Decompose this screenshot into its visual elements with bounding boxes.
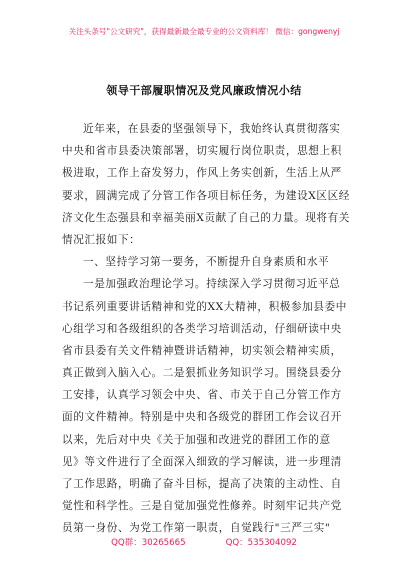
page-title: 领导干部履职情况及党风廉政情况小结	[106, 84, 302, 97]
document-body	[62, 118, 350, 540]
paragraph-line: 心组学习和各级组织的各类学习培训活动，仔细研读中央	[62, 322, 342, 335]
footer-qq-group: QQ群：30265665	[111, 538, 186, 548]
paragraph-line: 情况汇报如下：	[62, 233, 141, 246]
paragraph-line: 一是加强政治理论学习。持续深入学习贯彻习近平总	[83, 278, 341, 291]
paragraph-line: 要求，圆满完成了分管工作各项目标任务，为建设X区区经	[62, 189, 350, 202]
paragraph-line: 以来，先后对中央《关于加强和改进党的群团工作的意	[62, 433, 331, 446]
paragraph-line: 近年来，在县委的坚强领导下，我始终认真贯彻落实	[83, 123, 341, 135]
paragraph-line: 省市县委有关文件精神暨讲话精神，切实领会精神实质，	[62, 344, 342, 357]
paragraph-line: 面的文件精神。特别是中央和各级党的群团工作会议召开	[62, 411, 342, 424]
paragraph-line: 中央和省市县委决策部署，切实履行岗位职责，思想上积	[62, 145, 342, 158]
footer-contact	[0, 536, 408, 548]
paragraph-line: 书记系列重要讲话精神和党的XX大精神，积极参加县委中	[62, 300, 347, 313]
section-heading: 一、坚持学习第一要务，不断提升自身素质和水平	[83, 256, 330, 269]
paragraph-line: 真正做到入脑入心。二是狠抓业务知识学习。围绕县委分	[62, 367, 342, 380]
paragraph-line: 见》等文件进行了全面深入细致的学习解读，进一步理清	[62, 455, 342, 468]
paragraph-line: 觉性和科学性。三是自觉加强党性修养。时刻牢记共产党	[62, 500, 342, 513]
paragraph-line: 济文化生态强县和幸福美丽X贡献了自己的力量。现将有关	[62, 211, 350, 224]
paragraph-line: 员第一身份、为党工作第一职责，自觉践行"三严三实"	[62, 522, 331, 535]
paragraph-line: 工安排，认真学习领会中央、省、市关于自己分管工作方	[62, 389, 342, 402]
paragraph-line: 了工作思路，明确了奋斗目标，提高了决策的主动性、自	[62, 478, 342, 490]
paragraph-line: 极进取，工作上奋发努力，作风上务实创新，生活上从严	[62, 167, 342, 180]
footer-qq: QQ：535304092	[225, 538, 297, 548]
header-banner: 关注头条号"公文研究"，获得最新最全最专业的公文资料库！ 微信：gongwenyj	[68, 27, 340, 36]
